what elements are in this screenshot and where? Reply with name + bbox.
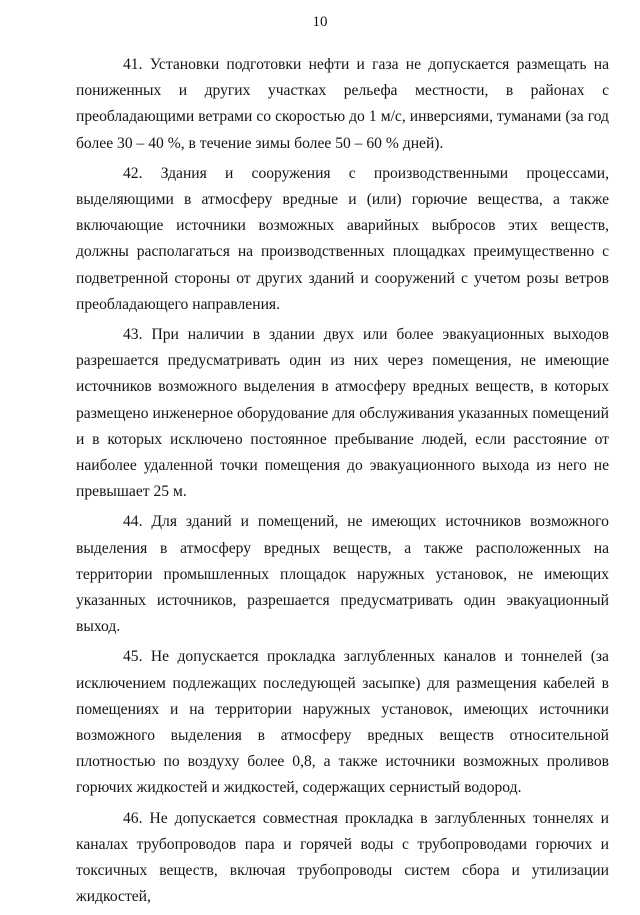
paragraph-46 [76, 806, 609, 911]
paragraph-42 [76, 161, 609, 318]
paragraph-text: Для зданий и помещений, не имеющих источников возможного выделения в атмосферу вредных веществ, а также расположенных на территории промышленных площадок наружных установок, не имеющих указанных источников, разрешается предусматривать один эвакуационный выход. [76, 513, 609, 636]
paragraph-text: Не допускается совместная прокладка в заглубленных тоннелях и каналах трубопроводов пара и горячей воды с трубопроводами горючих и токсичных веществ, включая трубопроводы систем сбора и утилизации жидкостей, [76, 809, 610, 906]
paragraph-text: Установки подготовки нефти и газа не допускается размещать на пониженных и других участках рельефа местности, в районах с преобладающими ветрами со скоростью до 1 м/с, инверсиями, туманами (за год более 30 – 40 %, в течение зимы более 50 – 60 % дней). [76, 56, 609, 152]
paragraph-number: 43. [123, 326, 143, 344]
paragraph-43 [76, 322, 609, 505]
paragraph-45 [76, 644, 609, 801]
paragraph-number: 44. [123, 513, 143, 531]
page-number: 10 [312, 14, 328, 30]
paragraph-number: 46. [123, 809, 143, 827]
paragraph-44 [76, 509, 609, 640]
paragraph-text: При наличии в здании двух или более эвакуационных выходов разрешается предусматривать один из них через помещения, не имеющие источников возможного выделения в атмосферу вредных веществ, в которых размещено инженерное оборудование для обслуживания указанных помещений и в которых исключено постоянное пребывание людей, если расстояние от наиболее удаленной точки помещения до эвакуационного выхода из него не превышает 25 м. [76, 326, 609, 501]
paragraph-41 [76, 52, 609, 157]
paragraph-text: Не допускается прокладка заглубленных каналов и тоннелей (за исключением подлежащих последующей засыпке) для размещения кабелей в помещениях и на территории наружных установок, имеющих источники возможного выделения в атмосферу вредных веществ относительной плотностью по воздуху более 0,8, а также источники возможных проливов горючих жидкостей и жидкостей, содержащих сернистый водород. [76, 648, 609, 797]
paragraph-number: 45. [123, 648, 143, 666]
document-body [76, 52, 609, 915]
paragraph-number: 41. [123, 56, 143, 73]
paragraph-text: Здания и сооружения с производственными процессами, выделяющими в атмосферу вредные и (или) горючие вещества, а также включающие источники возможных аварийных выбросов этих веществ, должны располагаться на производственных площадках преимущественно с подветренной стороны от других зданий и сооружений с учетом розы ветров преобладающего направления. [76, 164, 609, 313]
paragraph-number: 42. [123, 164, 143, 182]
